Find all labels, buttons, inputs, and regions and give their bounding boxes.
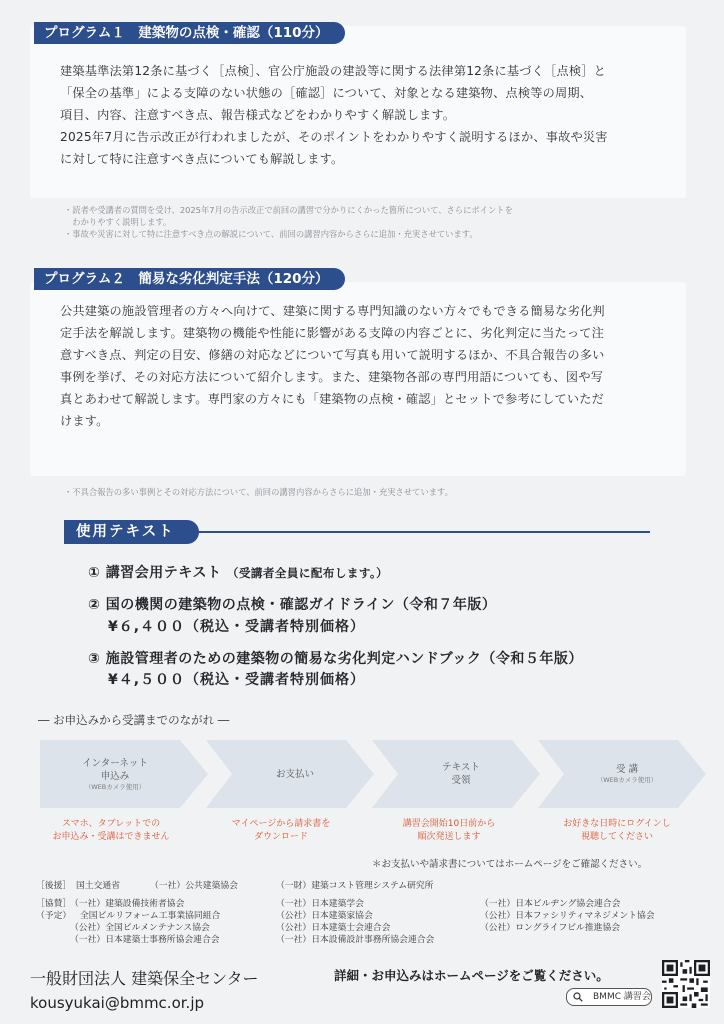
flow-step-label [552, 740, 702, 808]
program2-title: プログラム２ 簡易な劣化判定手法（120分） [34, 268, 345, 290]
note-line: 順次発送します [417, 832, 481, 842]
text-item-3-title: ③ 施設管理者のための建築物の簡易な劣化判定ハンドブック（令和５年版） [88, 651, 583, 667]
text-line: に対して特に注意すべき点についても解説します。 [60, 152, 344, 166]
step-subtext: （WEBカメラ使用） [84, 782, 146, 791]
program1-revision-text [60, 126, 680, 170]
coop-column-2 [276, 898, 434, 946]
footer-email-link[interactable]: kousyukai@bmmc.or.jp [30, 994, 205, 1012]
step-text: お支払い [275, 768, 314, 780]
note-line: ダウンロード [253, 832, 308, 842]
texts-heading: 使用テキスト [64, 520, 199, 544]
support-org: 国土交通省 [76, 881, 120, 891]
support-label: ［後援］ [36, 881, 72, 891]
program1-description [60, 60, 680, 126]
note-line: ・事故や災害に対して特に注意すべき点の解説について、前回の講習内容からさらに追加・充実させています。 [64, 229, 478, 239]
org-name: （公社）ロングライフビル推進協会 [480, 923, 621, 933]
org-name: （公社）日本ファシリティマネジメント協会 [480, 911, 655, 921]
text-line: 2025年7月に告示改正が行われましたが、そのポイントをわかりやすく説明するほか、事故や災害 [60, 130, 608, 144]
flow-title: ― お申込みから受講までのながれ ― [38, 713, 230, 727]
flow-step-attend [538, 740, 706, 808]
org-name: （一社）建築設備技術者協会 [70, 899, 185, 909]
payment-note: ＊お支払いや請求書についてはホームページをご確認ください。 [372, 859, 648, 870]
note-line: 視聴してください [580, 832, 653, 842]
texts-heading-rule [180, 531, 650, 533]
note-line: 講習会開始10日前から [402, 819, 496, 829]
coop-column-3 [480, 898, 655, 934]
flow-step-payment [206, 740, 374, 808]
text-line: けます。 [60, 414, 109, 428]
coop-label: ［協賛］ [36, 899, 72, 909]
program2-note: ・不具合報告の多い事例とその対応方法について、前回の講習内容からさらに追加・充実させています。 [64, 487, 453, 497]
search-text: BMMC 講習会 [593, 992, 651, 1002]
text-line: 真とあわせて解説します。専門家の方々にも「建築物の点検・確認」とセットで参考にしていただ [60, 392, 605, 406]
step-text: 受領 [451, 775, 471, 786]
org-name: （一社）日本建築学会 [276, 899, 364, 909]
footer-org-name: 一般財団法人 建築保全センター [30, 969, 259, 988]
org-name: （一社）日本ビルヂング協会連合会 [480, 899, 621, 909]
support-org: （一財）建築コスト管理システム研究所 [276, 881, 434, 891]
note-line: ・読者や受講者の質問を受け、2025年7月の告示改正で前回の講習で分かりにくかった箇所について、さらにポイントを [64, 205, 513, 215]
step-text: テキスト [442, 762, 480, 773]
org-name: （一社）日本建築士事務所協会連合会 [70, 935, 220, 945]
step-subtext: （WEBカメラ使用） [596, 776, 658, 784]
text-line: 公共建築の施設管理者の方々へ向けて、建築に関する専門知識のない方々でもできる簡易な劣化判 [60, 304, 605, 318]
support-org: （一社）公共建築協会 [150, 881, 238, 891]
step-text: 受 講 [615, 764, 639, 775]
program2-description [60, 300, 680, 432]
text-item-1-note: （受講者全員に配布します。） [226, 566, 389, 580]
org-name: （公社）日本建築家協会 [276, 911, 373, 921]
flow-step-label [386, 740, 536, 808]
footer-detail-text: 詳細・お申込みはホームページをご覧ください。 [334, 968, 609, 983]
flow-step-text [372, 740, 540, 808]
text-item-1-title: ① 講習会用テキスト [88, 565, 222, 581]
text-line: 「保全の基準」による支障のない状態の［確認］について、対象となる建築物、点検等の周期、 [60, 86, 593, 100]
search-box[interactable] [566, 988, 652, 1006]
text-line: 事例を挙げ、その対応方法について紹介します。また、建築物各部の専門用語についても、図や写 [60, 370, 604, 384]
org-name: 全国ビルリフォーム工事業協同組合 [80, 911, 221, 921]
step-text: 申込み [100, 770, 130, 782]
note-line: お好きな日時にログインし [563, 819, 671, 829]
flow-note-attend [532, 818, 702, 844]
flow-note-text [364, 818, 534, 844]
text-line: 項目、内容、注意すべき点、報告様式などをわかりやすく解説します。 [60, 108, 456, 122]
org-name: （公社）日本建築士会連合会 [276, 923, 391, 933]
text-item-1 [88, 562, 388, 582]
note-line: お申込み・受講はできません [52, 832, 170, 842]
org-name: （公社）全国ビルメンテナンス協会 [70, 923, 210, 933]
program1-notes [64, 204, 664, 240]
flow-note-apply [26, 818, 196, 844]
text-line: 意すべき点、判定の目安、修繕の対応などについて写真も用いて説明するほか、不具合報告の多い [60, 348, 605, 362]
flow-step-label [40, 740, 190, 808]
step-text: インターネット [82, 757, 148, 769]
text-line: 定手法を解説します。建築物の機能や性能に影響がある支障の内容ごとに、劣化判定に当たって注 [60, 326, 605, 340]
text-item-3-price: ¥４,５００（税込・受講者特別価格） [108, 672, 366, 688]
flow-step-label [220, 740, 370, 808]
flow-note-payment [196, 818, 366, 844]
note-line: スマホ、タブレットでの [61, 819, 161, 829]
note-line: わかりやすく説明します。 [64, 217, 172, 227]
note-line: マイページから請求書を [231, 819, 331, 829]
text-item-2-price: ¥６,４００（税込・受講者特別価格） [108, 619, 366, 635]
qr-code-icon[interactable] [662, 960, 710, 1008]
text-item-2-title: ② 国の機関の建築物の点検・確認ガイドライン（令和７年版） [88, 597, 497, 613]
program1-title: プログラム１ 建築物の点検・確認（110分） [34, 22, 345, 44]
coop-column-1 [70, 898, 220, 946]
search-icon [573, 992, 583, 1002]
coop-label-planned: （予定） [36, 911, 72, 921]
text-line: 建築基準法第12条に基づく［点検］、官公庁施設の建設等に関する法律第12条に基づく［点検］と [60, 64, 606, 78]
org-name: （一社）日本設備設計事務所協会連合会 [276, 935, 435, 945]
flow-step-apply [40, 740, 208, 808]
